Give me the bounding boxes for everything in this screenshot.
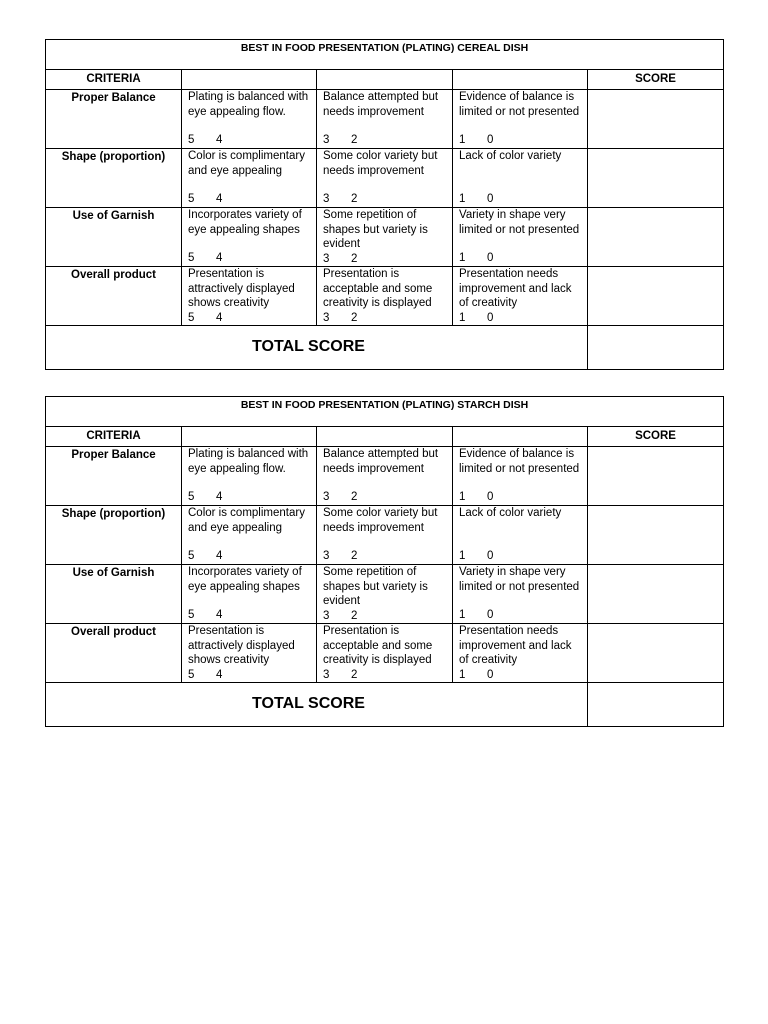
level-description: Variety in shape very limited or not presented xyxy=(459,209,580,236)
level-points xyxy=(323,609,448,624)
points-low: 2 xyxy=(351,253,358,266)
points-high: 3 xyxy=(323,610,330,623)
points-high: 3 xyxy=(323,550,330,563)
points-high: 1 xyxy=(459,252,466,265)
points-high: 5 xyxy=(188,491,195,504)
level-description: Lack of color variety xyxy=(459,507,562,519)
points-high: 5 xyxy=(188,609,195,622)
level-header-empty xyxy=(453,427,588,447)
level-points xyxy=(188,608,312,623)
points-high: 1 xyxy=(459,550,466,563)
level-points xyxy=(459,133,583,148)
score-header: SCORE xyxy=(588,427,724,447)
level-description: Some repetition of shapes but variety is evident xyxy=(323,566,428,608)
total-score-label-cell xyxy=(46,683,588,727)
level-description: Variety in shape very limited or not presented xyxy=(459,566,580,593)
score-cell[interactable] xyxy=(588,267,724,326)
criterion-row xyxy=(46,267,724,326)
total-score-label: TOTAL SCORE xyxy=(252,695,365,713)
points-high: 1 xyxy=(459,193,466,206)
level-points xyxy=(323,133,448,148)
points-low: 4 xyxy=(216,193,223,206)
level-description: Presentation is attractively displayed shows creativity xyxy=(188,268,295,310)
level-description-cell xyxy=(182,267,317,326)
points-low: 0 xyxy=(487,312,494,325)
level-description: Presentation needs improvement and lack of creativity xyxy=(459,625,572,667)
rubric-table xyxy=(45,39,724,370)
level-description-cell xyxy=(317,565,453,624)
level-description: Some color variety but needs improvement xyxy=(323,507,438,534)
level-description-cell xyxy=(453,565,588,624)
level-description-cell xyxy=(182,149,317,208)
level-points xyxy=(323,668,448,683)
score-cell[interactable] xyxy=(588,565,724,624)
level-description-cell xyxy=(317,506,453,565)
level-points xyxy=(188,549,312,564)
points-high: 1 xyxy=(459,134,466,147)
level-points xyxy=(459,192,583,207)
points-low: 4 xyxy=(216,550,223,563)
points-high: 5 xyxy=(188,252,195,265)
points-high: 3 xyxy=(323,669,330,682)
level-description: Presentation is attractively displayed shows creativity xyxy=(188,625,295,667)
level-description: Color is complimentary and eye appealing xyxy=(188,507,305,534)
points-high: 5 xyxy=(188,550,195,563)
points-low: 2 xyxy=(351,550,358,563)
level-points xyxy=(459,608,583,623)
level-points xyxy=(323,549,448,564)
level-header-empty xyxy=(317,70,453,90)
level-points xyxy=(459,549,583,564)
points-low: 4 xyxy=(216,134,223,147)
level-description-cell xyxy=(182,447,317,506)
level-description: Plating is balanced with eye appealing flow. xyxy=(188,448,309,475)
level-header-empty xyxy=(317,427,453,447)
points-low: 4 xyxy=(216,609,223,622)
points-high: 5 xyxy=(188,669,195,682)
criterion-name: Proper Balance xyxy=(46,90,182,149)
level-description-cell xyxy=(317,447,453,506)
criterion-row xyxy=(46,149,724,208)
level-description-cell xyxy=(453,208,588,267)
level-points xyxy=(323,311,448,326)
criterion-row xyxy=(46,208,724,267)
level-points xyxy=(188,133,312,148)
points-high: 3 xyxy=(323,491,330,504)
level-header-empty xyxy=(182,70,317,90)
criterion-row xyxy=(46,565,724,624)
points-low: 0 xyxy=(487,669,494,682)
level-description-cell xyxy=(453,149,588,208)
level-points xyxy=(188,251,312,266)
score-cell[interactable] xyxy=(588,506,724,565)
level-description-cell xyxy=(317,624,453,683)
level-description: Some repetition of shapes but variety is evident xyxy=(323,209,428,251)
criterion-name: Proper Balance xyxy=(46,447,182,506)
rubric-title: BEST IN FOOD PRESENTATION (PLATING) STARCH DISH xyxy=(46,397,724,427)
points-high: 1 xyxy=(459,312,466,325)
criterion-name: Overall product xyxy=(46,267,182,326)
level-points xyxy=(459,668,583,683)
level-points xyxy=(323,252,448,267)
level-description: Presentation is acceptable and some creativity is displayed xyxy=(323,625,433,667)
points-low: 4 xyxy=(216,491,223,504)
points-low: 0 xyxy=(487,491,494,504)
level-description: Presentation needs improvement and lack of creativity xyxy=(459,268,572,310)
level-description-cell xyxy=(453,267,588,326)
score-cell[interactable] xyxy=(588,208,724,267)
points-low: 2 xyxy=(351,669,358,682)
criterion-name: Use of Garnish xyxy=(46,565,182,624)
points-low: 4 xyxy=(216,252,223,265)
level-description-cell xyxy=(453,447,588,506)
score-cell[interactable] xyxy=(588,624,724,683)
points-high: 5 xyxy=(188,193,195,206)
level-description: Incorporates variety of eye appealing shapes xyxy=(188,566,302,593)
score-cell[interactable] xyxy=(588,90,724,149)
points-low: 0 xyxy=(487,550,494,563)
level-description: Some color variety but needs improvement xyxy=(323,150,438,177)
criterion-name: Overall product xyxy=(46,624,182,683)
level-description: Evidence of balance is limited or not presented xyxy=(459,91,580,118)
points-low: 2 xyxy=(351,312,358,325)
points-high: 1 xyxy=(459,491,466,504)
level-description-cell xyxy=(182,506,317,565)
points-low: 2 xyxy=(351,610,358,623)
points-high: 1 xyxy=(459,609,466,622)
criterion-row xyxy=(46,506,724,565)
points-low: 0 xyxy=(487,134,494,147)
points-low: 4 xyxy=(216,669,223,682)
points-high: 3 xyxy=(323,193,330,206)
level-description-cell xyxy=(317,267,453,326)
criterion-row xyxy=(46,447,724,506)
points-high: 3 xyxy=(323,312,330,325)
total-score-cell[interactable] xyxy=(588,326,724,370)
level-description-cell xyxy=(182,565,317,624)
level-points xyxy=(188,192,312,207)
criteria-header: CRITERIA xyxy=(46,70,182,90)
level-description-cell xyxy=(182,208,317,267)
score-cell[interactable] xyxy=(588,447,724,506)
points-high: 3 xyxy=(323,134,330,147)
points-high: 5 xyxy=(188,134,195,147)
level-points xyxy=(188,668,312,683)
level-points xyxy=(188,311,312,326)
criterion-name: Shape (proportion) xyxy=(46,149,182,208)
level-description-cell xyxy=(182,90,317,149)
points-low: 2 xyxy=(351,193,358,206)
points-low: 0 xyxy=(487,193,494,206)
level-points xyxy=(323,192,448,207)
points-high: 1 xyxy=(459,669,466,682)
criteria-header: CRITERIA xyxy=(46,427,182,447)
level-description-cell xyxy=(453,506,588,565)
total-score-label: TOTAL SCORE xyxy=(252,338,365,356)
level-description-cell xyxy=(453,624,588,683)
criterion-row xyxy=(46,624,724,683)
level-description: Plating is balanced with eye appealing flow. xyxy=(188,91,309,118)
level-points xyxy=(323,490,448,505)
total-score-cell[interactable] xyxy=(588,683,724,727)
criterion-name: Shape (proportion) xyxy=(46,506,182,565)
points-low: 0 xyxy=(487,609,494,622)
points-high: 5 xyxy=(188,312,195,325)
level-description-cell xyxy=(317,208,453,267)
level-points xyxy=(459,311,583,326)
points-low: 2 xyxy=(351,134,358,147)
level-description: Incorporates variety of eye appealing shapes xyxy=(188,209,302,236)
criterion-row xyxy=(46,90,724,149)
level-description-cell xyxy=(317,149,453,208)
level-header-empty xyxy=(182,427,317,447)
level-points xyxy=(459,490,583,505)
points-low: 2 xyxy=(351,491,358,504)
level-description: Lack of color variety xyxy=(459,150,562,162)
level-description: Balance attempted but needs improvement xyxy=(323,91,439,118)
rubric-title: BEST IN FOOD PRESENTATION (PLATING) CEREAL DISH xyxy=(46,40,724,70)
level-description: Balance attempted but needs improvement xyxy=(323,448,439,475)
level-description-cell xyxy=(317,90,453,149)
score-cell[interactable] xyxy=(588,149,724,208)
level-description: Presentation is acceptable and some creativity is displayed xyxy=(323,268,433,310)
level-description-cell xyxy=(182,624,317,683)
level-description-cell xyxy=(453,90,588,149)
score-header: SCORE xyxy=(588,70,724,90)
level-points xyxy=(459,251,583,266)
points-low: 0 xyxy=(487,252,494,265)
rubric-table xyxy=(45,396,724,727)
level-points xyxy=(188,490,312,505)
criterion-name: Use of Garnish xyxy=(46,208,182,267)
level-description: Color is complimentary and eye appealing xyxy=(188,150,305,177)
level-description: Evidence of balance is limited or not presented xyxy=(459,448,580,475)
points-low: 4 xyxy=(216,312,223,325)
points-high: 3 xyxy=(323,253,330,266)
total-score-label-cell xyxy=(46,326,588,370)
level-header-empty xyxy=(453,70,588,90)
